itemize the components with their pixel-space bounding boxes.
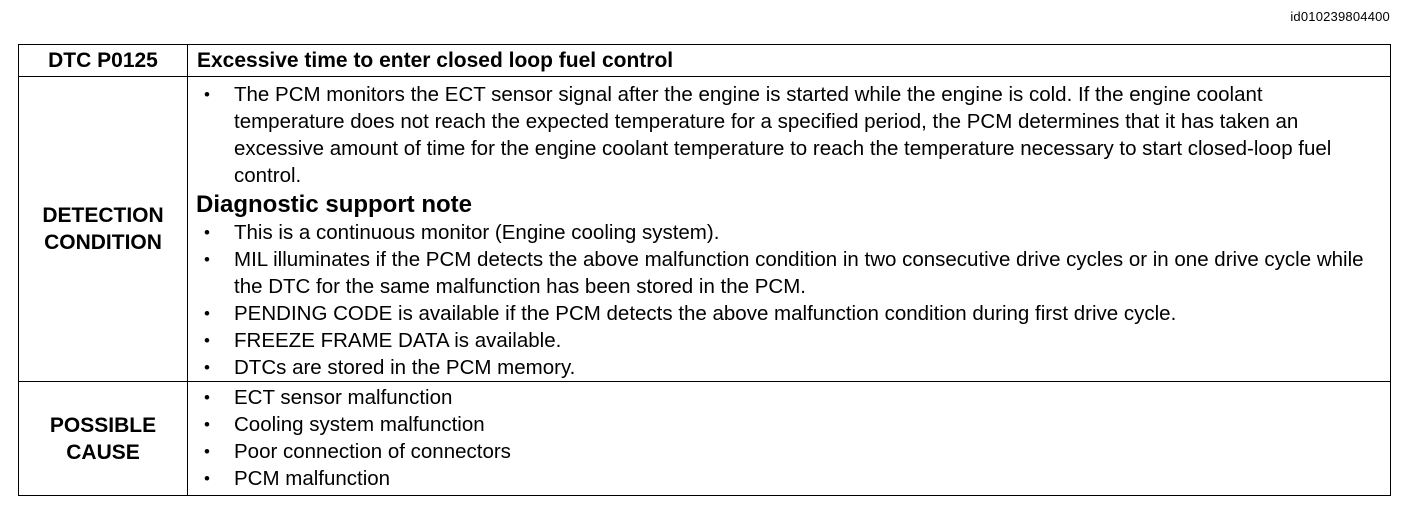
list-item-text: Cooling system malfunction bbox=[234, 413, 485, 436]
dtc-title: Excessive time to enter closed loop fuel control bbox=[188, 45, 1391, 77]
list-item bbox=[196, 354, 1376, 381]
list-item bbox=[196, 465, 1376, 492]
possible-cause-label bbox=[19, 382, 188, 496]
bullet-icon: • bbox=[204, 388, 210, 407]
bullet-icon: • bbox=[204, 85, 210, 104]
list-item bbox=[196, 384, 1376, 411]
cause-label-line1: POSSIBLE bbox=[49, 413, 157, 437]
cause-list bbox=[196, 384, 1376, 492]
list-item bbox=[196, 438, 1376, 465]
list-item bbox=[196, 219, 1376, 246]
bullet-icon: • bbox=[204, 415, 210, 434]
dtc-header-row bbox=[19, 45, 1391, 77]
cause-label-line2: CAUSE bbox=[66, 440, 140, 464]
bullet-icon: • bbox=[204, 250, 210, 269]
diagnostic-support-note-heading: Diagnostic support note bbox=[196, 191, 472, 218]
list-item-text: ECT sensor malfunction bbox=[234, 386, 453, 409]
list-item-text: The PCM monitors the ECT sensor signal after the engine is started while the engine is cold. If the engine coolant temperature does not reach the expected temperature for a specified period, the PCM determines that it has taken an excessive amount of time for the engine coolant temperature to reach the temperature necessary to start closed-loop fuel control. bbox=[234, 83, 1332, 187]
bullet-icon: • bbox=[204, 304, 210, 323]
list-item-text: DTCs are stored in the PCM memory. bbox=[234, 356, 576, 379]
list-item-text: PENDING CODE is available if the PCM detects the above malfunction condition during first drive cycle. bbox=[234, 302, 1177, 325]
list-item-text: PCM malfunction bbox=[234, 467, 391, 490]
bullet-icon: • bbox=[204, 469, 210, 488]
detection-label-line2: CONDITION bbox=[44, 231, 162, 254]
possible-cause-row bbox=[19, 382, 1391, 496]
list-item bbox=[196, 411, 1376, 438]
bullet-icon: • bbox=[204, 442, 210, 461]
list-item-text: Poor connection of connectors bbox=[234, 440, 511, 463]
list-item bbox=[196, 246, 1376, 300]
list-item bbox=[196, 81, 1376, 189]
bullet-icon: • bbox=[204, 358, 210, 377]
bullet-icon: • bbox=[204, 331, 210, 350]
possible-cause-content bbox=[188, 382, 1391, 496]
document-id: id010239804400 bbox=[1290, 9, 1390, 24]
diagnostic-note-list bbox=[196, 219, 1376, 381]
detection-list bbox=[196, 81, 1376, 189]
detection-condition-row bbox=[19, 77, 1391, 382]
list-item bbox=[196, 300, 1376, 327]
bullet-icon: • bbox=[204, 223, 210, 242]
detection-label-line1: DETECTION bbox=[42, 204, 164, 227]
list-item-text: FREEZE FRAME DATA is available. bbox=[234, 329, 562, 352]
dtc-table bbox=[18, 44, 1391, 496]
list-item bbox=[196, 327, 1376, 354]
dtc-code: DTC P0125 bbox=[19, 45, 188, 77]
list-item-text: This is a continuous monitor (Engine cooling system). bbox=[234, 221, 720, 244]
list-item-text: MIL illuminates if the PCM detects the above malfunction condition in two consecutive drive cycles or in one drive cycle while the DTC for the same malfunction has been stored in the PCM. bbox=[234, 248, 1364, 298]
detection-condition-content bbox=[188, 77, 1391, 382]
detection-condition-label bbox=[19, 77, 188, 382]
